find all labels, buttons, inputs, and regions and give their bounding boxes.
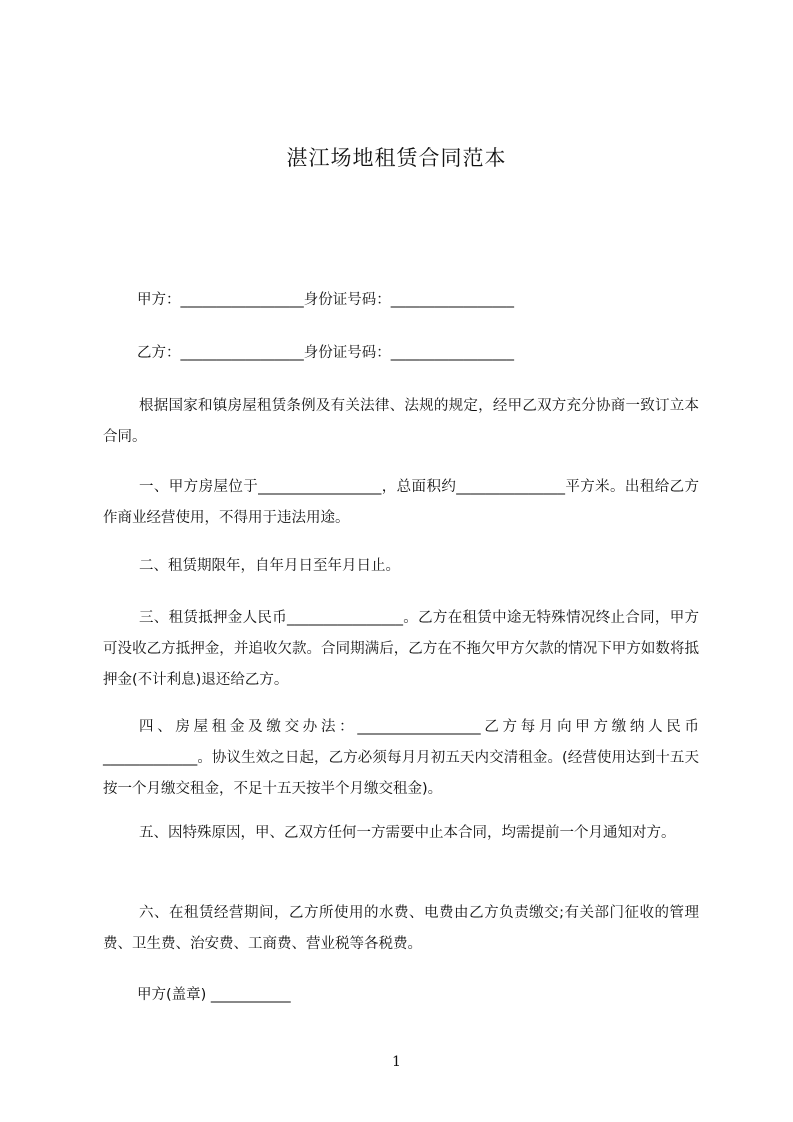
clause-2: 二、租赁期限年，自年月日至年月日止。 bbox=[139, 558, 400, 574]
clause-5: 五、因特殊原因，甲、乙双方任何一方需要中止本合同，均需提前一个月通知对方。 bbox=[139, 825, 676, 841]
party-a-seal-line: 甲方(盖章) ___________ bbox=[137, 987, 291, 1003]
intro-paragraph: 根据国家和镇房屋租赁条例及有关法律、法规的规定，经甲乙双方充分协商一致订立本合同。 bbox=[103, 398, 699, 445]
document-title: 湛江场地租赁合同范本 bbox=[286, 146, 507, 170]
clause-3: 三、租赁抵押金人民币________________。乙方在租赁中途无特殊情况终止合同，甲方可没收乙方抵押金，并追收欠款。合同期满后，乙方在不拖欠甲方欠款的情况下甲方如数将抵押金(不计利息)退还给乙方。 bbox=[103, 610, 699, 688]
clause-1: 一、甲方房屋位于_________________，总面积约_______________平方米。出租给乙方作商业经营使用，不得用于违法用途。 bbox=[103, 479, 699, 526]
party-b-line: 乙方：_________________身份证号码：_________________ bbox=[137, 345, 514, 361]
clause-6: 六、在租赁经营期间，乙方所使用的水费、电费由乙方负责缴交;有关部门征收的管理费、卫生费、治安费、工商费、营业税等各税费。 bbox=[103, 905, 699, 952]
party-a-line: 甲方：_________________身份证号码：_________________ bbox=[137, 292, 514, 308]
clause-4: 四、房屋租金及缴交办法：_________________乙方每月向甲方缴纳人民币_____________。协议生效之日起，乙方必须每月月初五天内交清租金。(经营使用达到十五天按一个月缴交租金，不足十五天按半个月缴交租金)。 bbox=[103, 719, 699, 797]
page-number: 1 bbox=[392, 1054, 401, 1070]
